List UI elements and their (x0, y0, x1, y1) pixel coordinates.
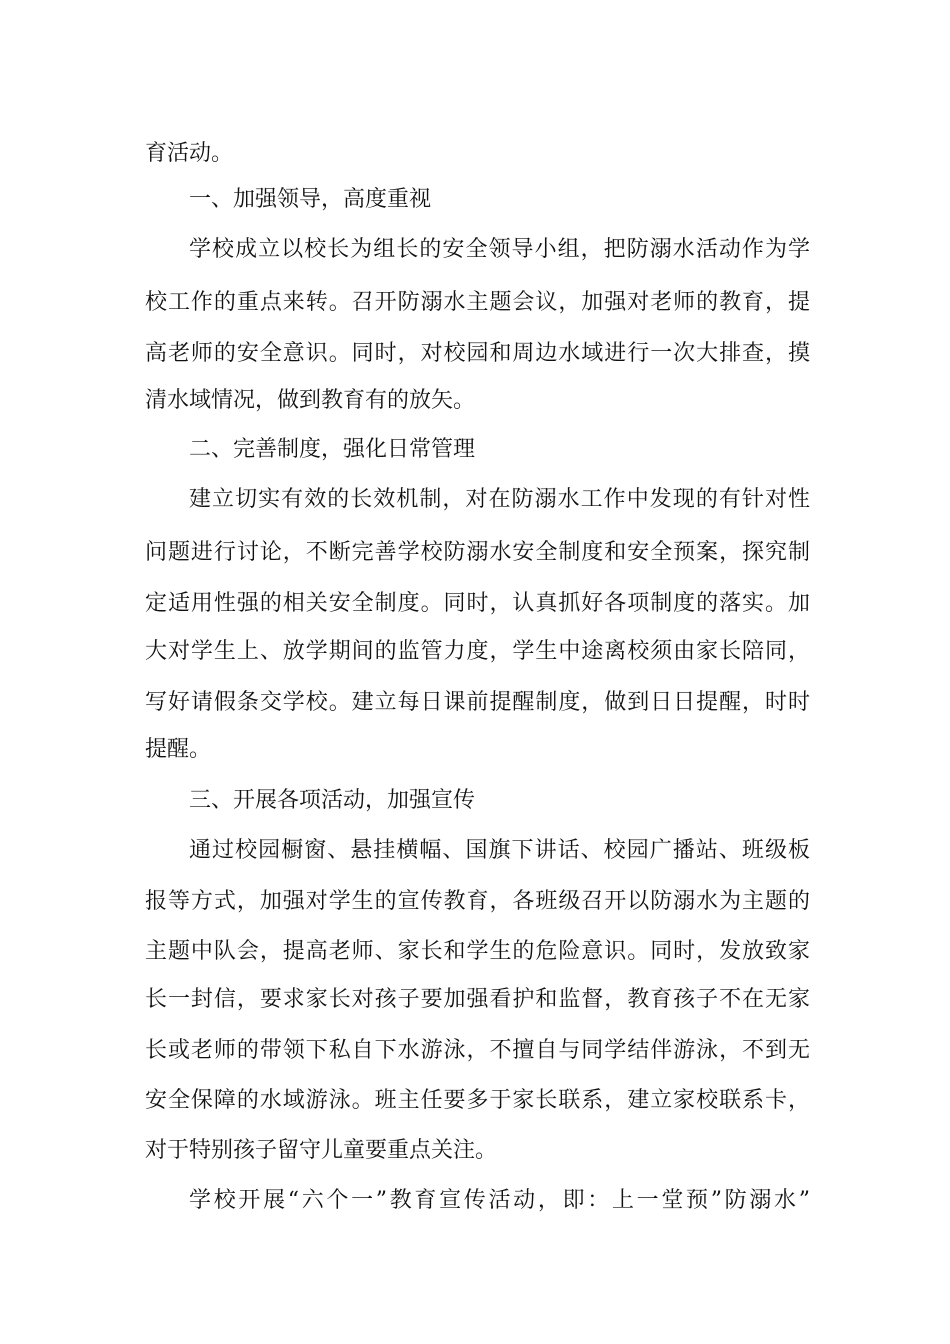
text-line: 提醒。 (145, 737, 212, 762)
text-line: 大对学生上、放学期间的监管力度，学生中途离校须由家长陪同， (145, 639, 810, 664)
text-line: 通过校园橱窗、悬挂横幅、国旗下讲话、校园广播站、班级板 (189, 838, 810, 863)
section-heading: 二、完善制度，强化日常管理 (189, 437, 476, 462)
text-line: 建立切实有效的长效机制，对在防溺水工作中发现的有针对性 (189, 487, 810, 512)
text-line: 安全保障的水域游泳。班主任要多于家长联系，建立家校联系卡， (145, 1088, 810, 1113)
text-line: 清水域情况，做到教育有的放矢。 (145, 388, 476, 413)
text-line: 长或老师的带领下私自下水游泳，不擅自与同学结伴游泳，不到无 (145, 1038, 810, 1063)
section-heading: 一、加强领导，高度重视 (189, 187, 432, 212)
text-line: 问题进行讨论，不断完善学校防溺水安全制度和安全预案，探究制 (145, 540, 810, 565)
text-line: 定适用性强的相关安全制度。同时，认真抓好各项制度的落实。加 (145, 591, 810, 616)
text-line: 学校成立以校长为组长的安全领导小组，把防溺水活动作为学 (189, 237, 810, 262)
text-line: 学校开展“六个一”教育宣传活动，即：上一堂预”防溺水” (189, 1188, 810, 1213)
text-line: 对于特别孩子留守儿童要重点关注。 (145, 1138, 498, 1163)
section-heading: 三、开展各项活动，加强宣传 (189, 788, 476, 813)
text-line: 育活动。 (145, 141, 234, 166)
text-line: 写好请假条交学校。建立每日课前提醒制度，做到日日提醒，时时 (145, 690, 810, 715)
text-line: 高老师的安全意识。同时，对校园和周边水域进行一次大排查，摸 (145, 341, 810, 366)
text-line: 长一封信，要求家长对孩子要加强看护和监督，教育孩子不在无家 (145, 987, 810, 1012)
text-line: 报等方式，加强对学生的宣传教育，各班级召开以防溺水为主题的 (145, 889, 810, 914)
text-line: 主题中队会，提高老师、家长和学生的危险意识。同时，发放致家 (145, 939, 810, 964)
text-line: 校工作的重点来转。召开防溺水主题会议，加强对老师的教育，提 (145, 290, 810, 315)
